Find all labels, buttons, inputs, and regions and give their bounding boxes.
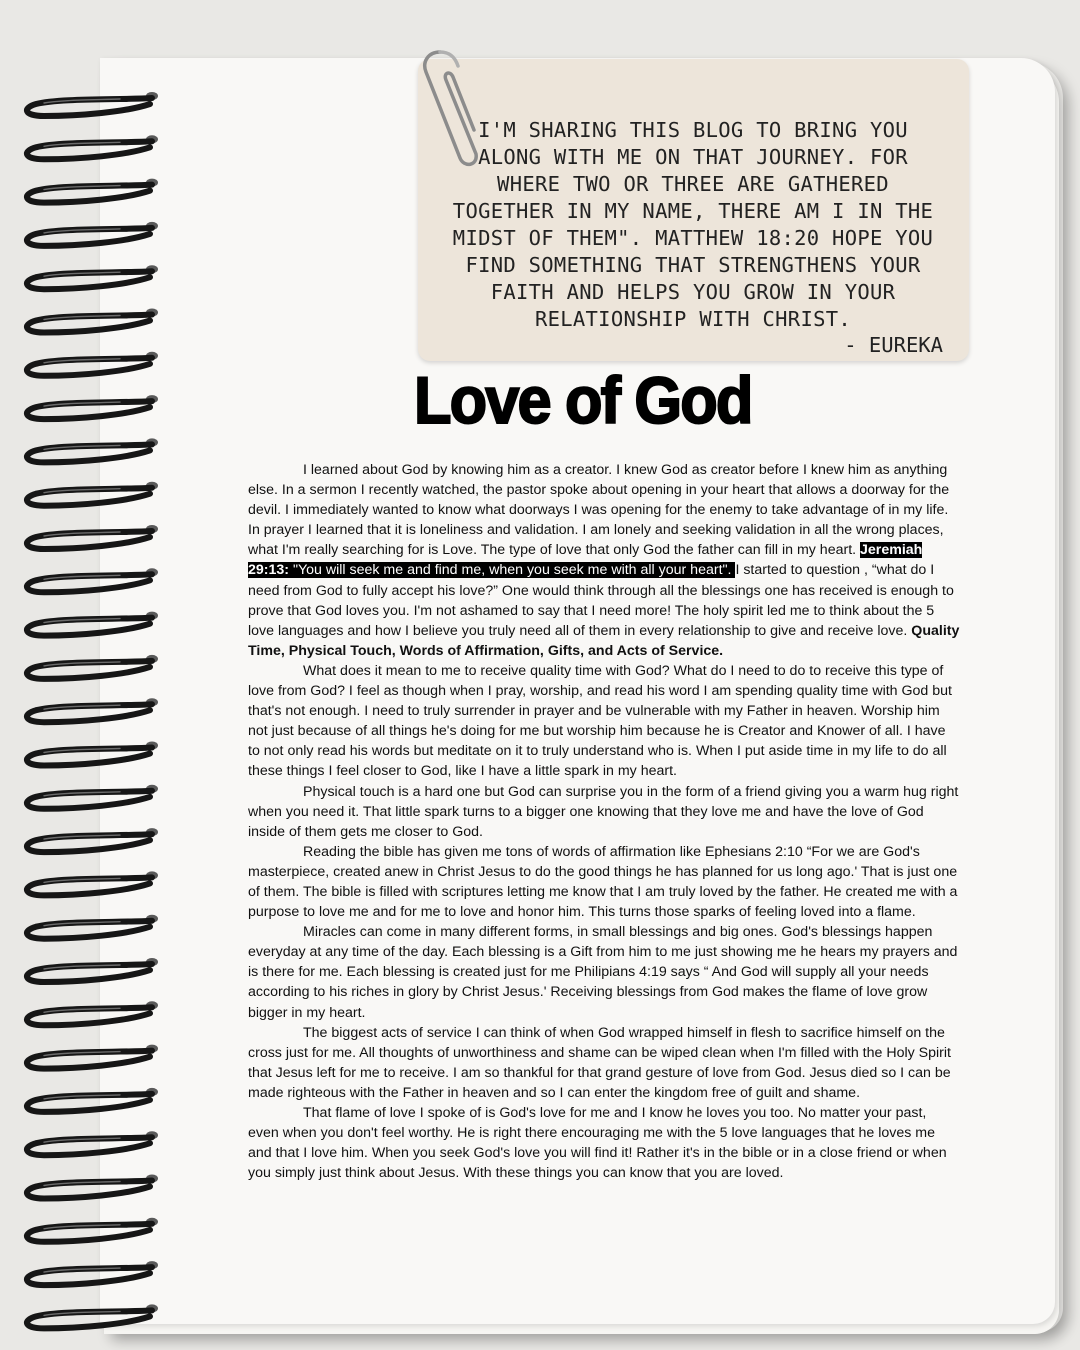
love-languages: Quality Time, Physical Touch, Words of Affirmation, Gifts, and Acts of Service. <box>248 622 960 659</box>
spiral-coil <box>27 748 152 766</box>
spiral-coil <box>27 1267 152 1285</box>
spiral-coil <box>27 618 152 636</box>
spiral-binding <box>0 0 200 1350</box>
spiral-coil <box>27 1051 152 1069</box>
paperclip-icon <box>416 46 486 176</box>
paragraph-2: What does it mean to me to receive quality time with God? What do I need to do to receive this type of love from God? I feel as though when I pray, worship, and read his word I am spending quality time with God but that's not enough. I need to truly surrender in prayer and be vulnerable with my Father in heaven. Worship him not just because of all things he's doing for me but worship him because he is Creator and Knower of all. I have to not only read his words but meditate on it to truly understand who is. When I put aside time in my life to do all these things I feel closer to God, like I have a little spark in my heart. <box>248 662 952 780</box>
spiral-coil <box>27 488 152 506</box>
spiral-coil <box>27 401 152 419</box>
spiral-coil <box>27 1007 152 1025</box>
article-body <box>248 460 960 1183</box>
spiral-coil <box>27 964 152 982</box>
spiral-coil <box>27 834 152 852</box>
spiral-coil <box>27 315 152 333</box>
note-quote: I'M SHARING THIS BLOG TO BRING YOU ALONG WITH ME ON THAT JOURNEY. FOR WHERE TWO OR THREE ARE GATHERED TOGETHER IN MY NAME, THERE AM I IN THE MIDST OF THEM". MATTHEW 18:20 HOPE YOU FIND SOMETHING THAT STRENGTHENS YOUR FAITH AND HELPS YOU GROW IN YOUR RELATIONSHIP WITH CHRIST. <box>452 118 934 331</box>
verse-text: "You will seek me and find me, when you seek me with all your heart". <box>289 562 736 579</box>
spiral-coil <box>27 791 152 809</box>
paragraph-5: Miracles can come in many different forms, in small blessings and big ones. God's blessings happen everyday at any time of the day. Each blessing is a Gift from him to me just showing me he hears my prayers and is there for me. Each blessing is created just for me Philipians 4:19 says “ And God will supply all your needs according to his riches in glory by Christ Jesus.' Receiving blessings from God makes the flame of love grow bigger in my heart. <box>248 924 958 1021</box>
paragraph-1 <box>248 460 960 661</box>
paragraph-6: The biggest acts of service I can think of when God wrapped himself in flesh to sacrifice himself on the cross just for me. All thoughts of unworthiness and shame can be wiped clean when I'm filled with the Holy Spirit that Jesus left for me to receive. I am so thankful for that grand gesture of love from God. Jesus died so I can be made righteous with the Father in heaven and so I can enter the kingdom free of guilt and shame. <box>248 1024 951 1101</box>
spiral-coil <box>27 444 152 462</box>
spiral-coil <box>27 271 152 289</box>
spiral-coil <box>27 228 152 246</box>
spiral-coil <box>27 704 152 722</box>
note-author: - EUREKA <box>844 333 943 357</box>
spiral-coil <box>27 98 152 116</box>
verse-reference: Jeremiah 29:13: <box>248 542 923 579</box>
spiral-coil <box>27 185 152 203</box>
page-title: Love of God <box>414 363 752 437</box>
spiral-coil <box>27 661 152 679</box>
spiral-coil <box>27 1310 152 1328</box>
p1-intro: I learned about God by knowing him as a creator. I knew God as creator before I knew him as anything else. In a sermon I recently watched, the pastor spoke about opening in your heart that allows a doorway for the devil. I immediately wanted to know what doorways I was opening for the enemy to take advantage of in my life. In prayer I learned that it is loneliness and validation. I am lonely and seeking validation in all the wrong places, what I'm really searching for is Love. The type of love that only God the father can fill in my heart. <box>248 462 950 559</box>
spiral-coil <box>27 1137 152 1155</box>
spiral-coil <box>27 1181 152 1199</box>
spiral-coil <box>27 531 152 549</box>
spiral-coil <box>27 358 152 376</box>
spiral-coil <box>27 574 152 592</box>
p1-body: I started to question , “what do I need from God to fully accept his love?” One would think through all the blessings one has received is enough to prove that God loves you. I'm not ashamed to say that I need more! The holy spirit led me to think about the 5 love languages and how I believe you truly need all of them in every relationship to give and receive love. <box>248 562 954 639</box>
paragraph-4: Reading the bible has given me tons of words of affirmation like Ephesians 2:10 “For we are God's masterpiece, created anew in Christ Jesus to do the good things he has planned for us long ago.' That is just one of them. The bible is filled with scriptures letting me know that I am truly loved by the father. He created me with a purpose to love me and for me to love and honor him. This turns those sparks of feeling loved into a flame. <box>248 843 958 921</box>
spiral-coil <box>27 141 152 159</box>
spiral-coil <box>27 1224 152 1242</box>
spiral-coil <box>27 921 152 939</box>
sticky-note <box>418 59 969 361</box>
spiral-coil <box>27 1094 152 1112</box>
paragraph-3: Physical touch is a hard one but God can surprise you in the form of a friend giving you a warm hug right when you need it. That little spark turns to a bigger one knowing that they love me and have the love of God inside of them gets me closer to God. <box>248 783 959 840</box>
paragraph-7: That flame of love I spoke of is God's love for me and I know he loves you too. No matter your past, even when you don't feel worthy. He is right there encouraging me with the 5 love languages that he loves me and that I love him. When you seek God's love you will find it! Rather it's in the bible or in a close friend or when you simply just think about Jesus. With these things you can know that you are loved. <box>248 1105 947 1182</box>
spiral-coil <box>27 877 152 895</box>
